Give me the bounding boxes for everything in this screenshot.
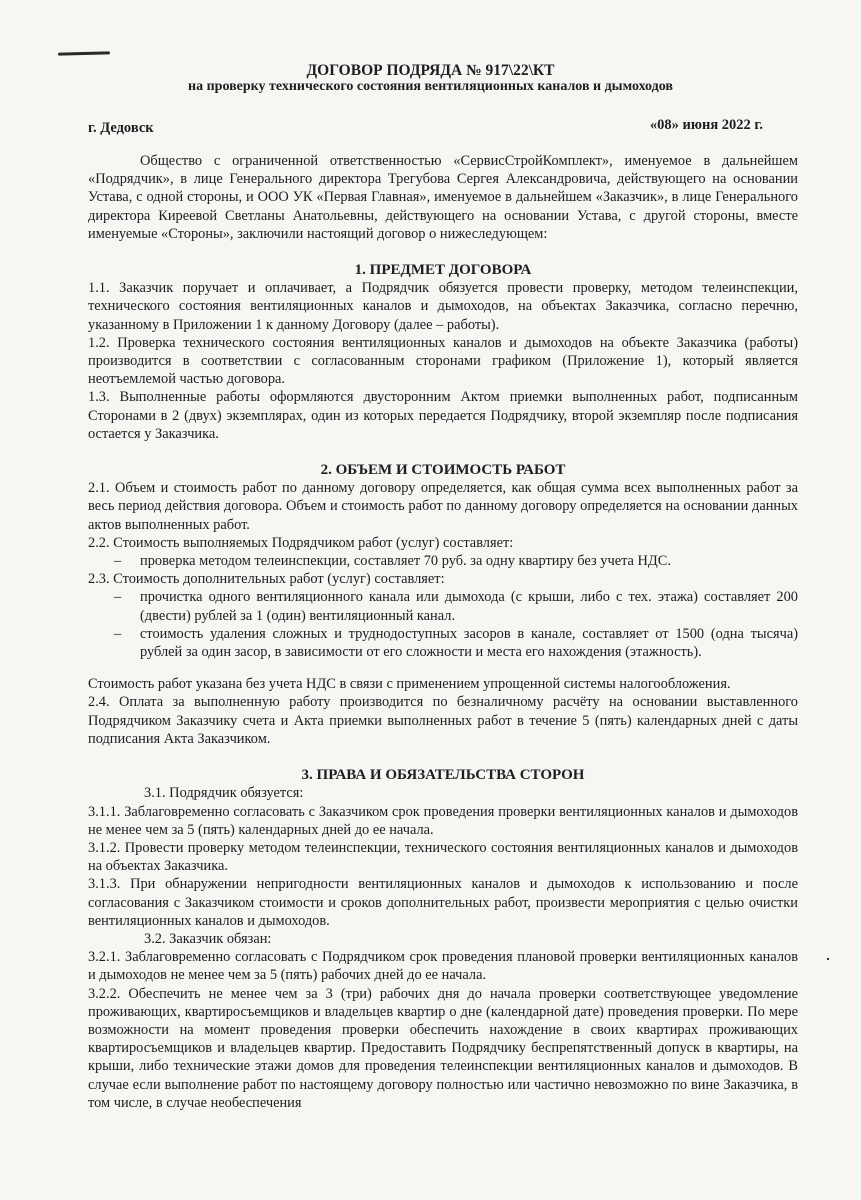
clause-2-1: 2.1. Объем и стоимость работ по данному договору определяется, как общая сумма всех выполненных работ за весь период действия договора. Объем и стоимость работ по данному договору определяется на основании данных актов выполненных работ. xyxy=(88,480,798,533)
contract-date: «08» июня 2022 г. xyxy=(649,117,763,133)
clause-1-2: 1.2. Проверка технического состояния вентиляционных каналов и дымоходов на объекте Заказчика (работы) производится в соответствии с согласованным сторонами графиком (Приложение 1), который является неотъемлемой частью договора. xyxy=(88,334,798,388)
price-item-inspection xyxy=(88,552,798,570)
price-item-cleaning xyxy=(88,588,798,624)
scan-speck xyxy=(827,958,829,960)
clause-3-1-1: 3.1.1. Заблаговременно согласовать с Заказчиком срок проведения проверки вентиляционных каналов и дымоходов не менее чем за 5 (пять) календарных дней до ее начала. xyxy=(88,803,798,838)
vat-note: Стоимость работ указана без учета НДС в связи с применением упрощенной системы налогообложения. xyxy=(88,676,731,693)
list-dash: – xyxy=(114,625,122,642)
document-body xyxy=(88,152,798,1112)
document-subtitle: на проверку технического состояния вентиляционных каналов и дымоходов xyxy=(188,79,673,94)
clause-3-1-3: 3.1.3. При обнаружении непригодности вентиляционных каналов и дымоходов к использованию и после согласования с Заказчиком стоимости и сроков дополнительных работ, произвести мероприятия с целью очистки вентиляционных каналов и дымоходов. xyxy=(88,876,798,929)
clause-1-3: 1.3. Выполненные работы оформляются двусторонним Актом приемки выполненных работ, подписанным Сторонами в 2 (двух) экземплярах, один из которых передается Подрядчику, второй экземпляр после подписания остается у Заказчика. xyxy=(88,389,798,442)
clause-3-2-1: 3.2.1. Заблаговременно согласовать с Подрядчиком срок проведения плановой проверки вентиляционных каналов и дымоходов не менее чем за 5 (пять) рабочих дней до ее начала. xyxy=(88,949,798,984)
section-2-heading: 2. ОБЪЕМ И СТОИМОСТЬ РАБОТ xyxy=(320,462,566,479)
price-item-text: проверка методом телеинспекции, составляет 70 руб. за одну квартиру без учета НДС. xyxy=(140,553,671,570)
list-dash: – xyxy=(114,553,122,570)
clause-2-3: 2.3. Стоимость дополнительных работ (услуг) составляет: xyxy=(88,571,445,588)
intro-paragraph: Общество с ограниченной ответственностью «СервисСтройКомплект», именуемое в дальнейшем «Подрядчик», в лице Генерального директора Трегубова Сергея Александровича, действующего на основании Устава, с одной стороны, и ООО УК «Первая Главная», именуемое в дальнейшем «Заказчик», в лице Генерального директора Киреевой Светланы Анатольевны, действующего на основании Устава, с другой стороны, вместе именуемые «Стороны», заключили настоящий договор о нижеследующем: xyxy=(88,153,798,242)
price-item-text: стоимость удаления сложных и труднодоступных засоров в канале, составляет от 1500 (одна тысяча) рублей за один засор, в зависимости от его сложности и места его нахождения (этажность). xyxy=(140,625,798,661)
pen-mark xyxy=(58,51,110,55)
section-1-heading: 1. ПРЕДМЕТ ДОГОВОРА xyxy=(354,262,532,279)
document-title: ДОГОВОР ПОДРЯДА № 917\22\КТ xyxy=(306,62,555,79)
clause-2-2: 2.2. Стоимость выполняемых Подрядчиком работ (услуг) составляет: xyxy=(88,534,514,551)
clause-3-1-2: 3.1.2. Провести проверку методом телеинспекции, технического состояния вентиляционных каналов и дымоходов на объектах Заказчика. xyxy=(88,839,798,875)
list-dash: – xyxy=(114,589,122,606)
clause-2-4: 2.4. Оплата за выполненную работу производится по безналичному расчёту на основании выставленного Подрядчиком Заказчику счета и Акта приемки выполненных работ в течение 5 (пять) календарных дней с даты подписания Акта Заказчиком. xyxy=(88,694,798,747)
price-item-text: прочистка одного вентиляционного канала или дымохода (с крыши, либо с тех. этажа) составляет 200 (двести) рублей за 1 (один) вентиляционный канал. xyxy=(140,589,798,624)
clause-1-1: 1.1. Заказчик поручает и оплачивает, а Подрядчик обязуется провести проверку, методом телеинспекции, технического состояния вентиляционных каналов и дымоходов, на объектах Заказчика, согласно перечню, указанному в Приложении 1 к данному Договору (далее – работы). xyxy=(88,280,798,333)
clause-3-2-2: 3.2.2. Обеспечить не менее чем за 3 (три) рабочих дня до начала проверки соответствующее уведомление проживающих, квартиросъемщиков и владельцев квартир о дне (календарной дате) проведения проверки. По мере возможности на момент проведения проверки обеспечить нахождение в своих квартирах проживающих квартиросъемщиков и владельцев квартир. Предоставить Подрядчику беспрепятственный допуск в квартиры, на крыши, либо технические этажи домов для проведения телеинспекции вентиляционных каналов и дымоходов. В случае если выполнение работ по настоящему договору полностью или частично невозможно по вине Заказчика, в том числе, в случае необеспечения xyxy=(88,985,798,1111)
section-3-heading: 3. ПРАВА И ОБЯЗАТЕЛЬСТВА СТОРОН xyxy=(301,767,585,784)
contract-city: г. Дедовск xyxy=(88,120,154,136)
price-item-blockage xyxy=(88,625,798,661)
clause-3-1: 3.1. Подрядчик обязуется: xyxy=(144,785,304,802)
clause-3-2: 3.2. Заказчик обязан: xyxy=(144,930,272,947)
